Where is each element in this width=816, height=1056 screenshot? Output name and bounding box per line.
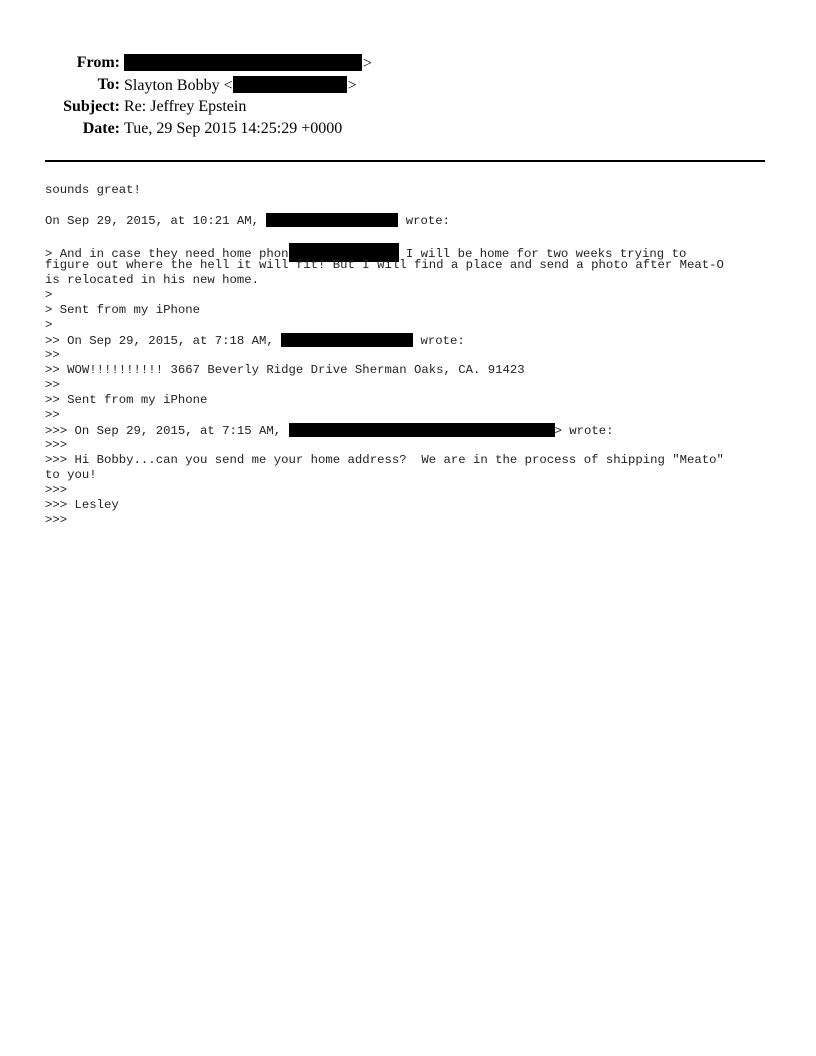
to-label: To: [97, 76, 120, 93]
body-text: I will be home for two weeks trying to [398, 247, 687, 261]
date-label: Date: [82, 120, 120, 137]
body-line: >>> Lesley [45, 498, 119, 512]
body-line: >>> [45, 513, 68, 527]
subject-label: Subject: [63, 98, 120, 115]
blank-line [45, 198, 775, 213]
body-line: figure out where the hell it will fit! But I will find a place and send a photo after Meat-O [45, 258, 724, 272]
body-line: >>> [45, 483, 68, 497]
quote-intro: >> On Sep 29, 2015, at 7:18 AM, [45, 334, 282, 348]
from-row [0, 52, 816, 74]
body-text: > And in case they need home phon [45, 247, 289, 261]
body-line: > [45, 288, 53, 302]
body-line: is relocated in his new home. [45, 273, 260, 287]
date-row [0, 118, 816, 140]
date-value: Tue, 29 Sep 2015 14:25:29 +0000 [124, 120, 343, 137]
redaction-bar [266, 213, 398, 227]
from-angle-bracket: > [363, 55, 373, 72]
redaction-bar [281, 333, 413, 347]
redaction-bar [289, 423, 555, 437]
quote-intro-end: > wrote: [554, 424, 614, 438]
email-body [45, 183, 775, 528]
body-line: >> [45, 378, 60, 392]
subject-value: Re: Jeffrey Epstein [124, 98, 247, 115]
quote-intro: >>> On Sep 29, 2015, at 7:15 AM, [45, 424, 289, 438]
body-line: > [45, 318, 53, 332]
body-line: >> [45, 408, 60, 422]
body-line: to you! [45, 468, 97, 482]
to-name: Slayton Bobby < [124, 77, 233, 94]
quote-intro-end: wrote: [398, 214, 451, 228]
from-label: From: [76, 54, 120, 71]
body-line: sounds great! [45, 183, 141, 197]
body-line: >> Sent from my iPhone [45, 393, 208, 407]
body-line [45, 243, 775, 261]
body-line: >> [45, 348, 60, 362]
to-value [124, 76, 357, 95]
subject-row [0, 96, 816, 118]
body-line [45, 333, 775, 348]
body-line: > Sent from my iPhone [45, 303, 200, 317]
body-line [45, 213, 775, 228]
body-line: >>> Hi Bobby...can you send me your home address? We are in the process of shipping "Meato" [45, 453, 724, 467]
quote-intro-end: wrote: [413, 334, 465, 348]
redaction-bar [233, 76, 347, 93]
blank-line [45, 228, 775, 243]
to-angle-bracket: > [347, 77, 357, 94]
body-line [45, 423, 775, 438]
quote-intro: On Sep 29, 2015, at 10:21 AM, [45, 214, 267, 228]
body-line: >>> [45, 438, 68, 452]
header-divider [45, 160, 765, 162]
redaction-bar [124, 54, 362, 71]
email-header [0, 52, 816, 140]
body-line: >> WOW!!!!!!!!!! 3667 Beverly Ridge Drive Sherman Oaks, CA. 91423 [45, 363, 525, 377]
to-row [0, 74, 816, 96]
from-value [124, 54, 372, 73]
